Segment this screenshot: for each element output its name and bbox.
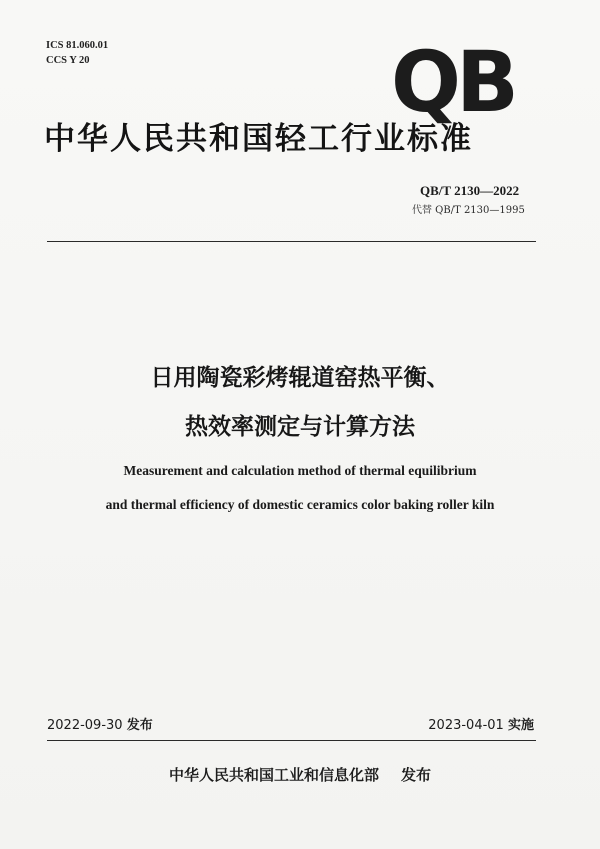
english-title-line-2: and thermal efficiency of domestic ceramics color baking roller kiln [105, 497, 495, 512]
chinese-title-line-1: 日用陶瓷彩烤辊道窑热平衡、 [150, 365, 450, 391]
implementation-label: 实施 [507, 718, 534, 733]
issue-label: 发布 [126, 718, 153, 733]
classification-codes [46, 38, 108, 68]
replaced-standard: 代替 QB/T 2130—1995 [412, 205, 525, 216]
industry-standard-heading: 中华人民共和国轻工行业标准 [44, 121, 473, 157]
publisher-line [0, 765, 600, 785]
english-title-line-1: Measurement and calculation method of thermal equilibrium [123, 463, 477, 478]
ccs-code: CCS Y 20 [46, 55, 90, 66]
qb-logo: QB [391, 33, 514, 131]
bottom-divider [47, 740, 536, 741]
ics-code: ICS 81.060.01 [46, 40, 109, 51]
publisher-name: 中华人民共和国工业和信息化部 [168, 766, 379, 784]
publisher-action: 发布 [401, 766, 432, 784]
top-divider [47, 241, 536, 242]
issue-date [47, 717, 153, 735]
chinese-title-line-2: 热效率测定与计算方法 [185, 414, 415, 440]
implementation-date-value: 2023-04-01 [428, 718, 504, 733]
issue-date-value: 2022-09-30 [47, 718, 123, 733]
implementation-date [428, 717, 534, 735]
standard-number: QB/T 2130—2022 [420, 183, 520, 198]
